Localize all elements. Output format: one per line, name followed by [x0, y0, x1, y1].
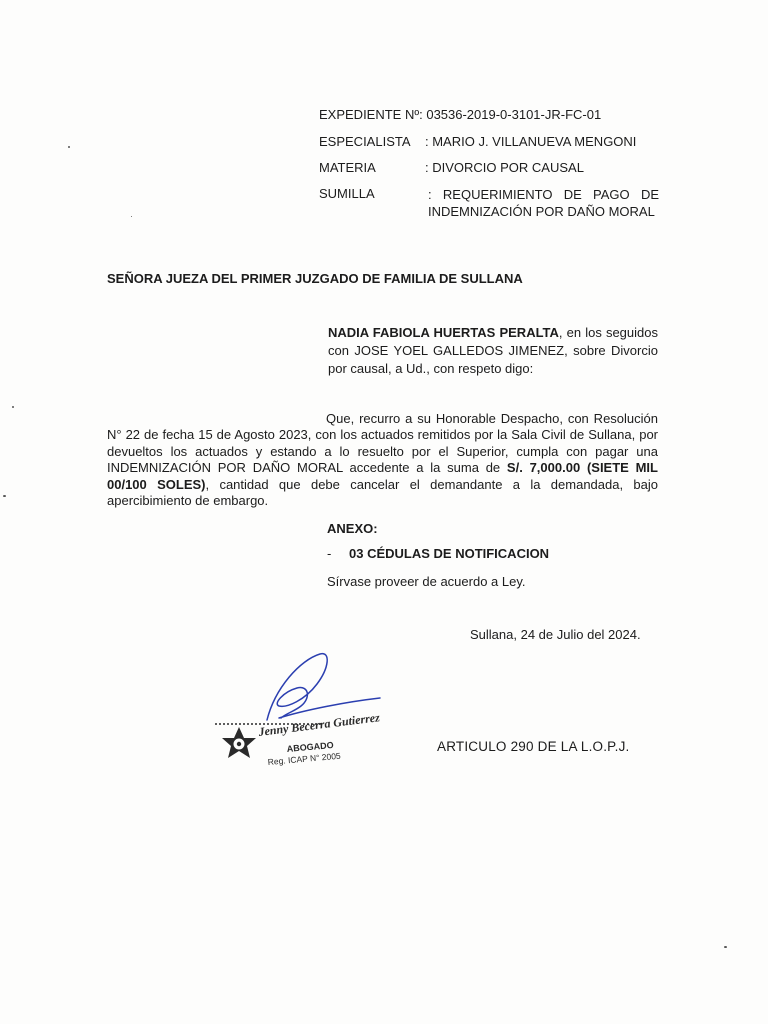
body-text-part2: , cantidad que debe cancelar el demandante a la demandada, bajo apercibimiento de embargo. [107, 476, 658, 509]
materia-value: : DIVORCIO POR CAUSAL [425, 160, 584, 175]
closing-line: Sírvase proveer de acuerdo a Ley. [327, 574, 526, 589]
expediente-label: EXPEDIENTE Nº [319, 107, 420, 122]
anexo-title: ANEXO: [327, 521, 378, 536]
body-paragraph [107, 411, 658, 509]
especialista-label: ESPECIALISTA [319, 134, 411, 149]
amount-text: S/. 7,000.00 (SIETE MIL 00/100 SOLES) [107, 460, 658, 492]
sumilla-value: : REQUERIMIENTO DE PAGO DE INDEMNIZACIÓN POR DAÑO MORAL [428, 187, 659, 219]
stamp-title: ABOGADO [286, 739, 334, 754]
intro-text: , en los seguidos con JOSE YOEL GALLEDOS JIMENEZ, sobre Divorcio por causal, a Ud., con respeto digo: [328, 325, 658, 376]
scan-speck [724, 946, 727, 948]
handwritten-signature [267, 654, 380, 720]
body-text-part1: Que, recurro a su Honorable Despacho, con Resolución N° 22 de fecha 15 de Agosto 2023, con los actuados remitidos por la Sala Civil de Sullana, por devueltos los actuados y estando a lo resuelto por el Superior, cumpla con pagar una INDEMNIZACIÓN POR DAÑO MORAL accedente a la suma de [107, 411, 658, 476]
star-seal-icon [222, 727, 256, 758]
materia-label: MATERIA [319, 160, 376, 175]
scan-speck [131, 216, 132, 217]
date-line: Sullana, 24 de Julio del 2024. [470, 627, 641, 642]
petitioner-name: NADIA FABIOLA HUERTAS PERALTA [328, 325, 559, 340]
stamp-registration: Reg. ICAP N° 2005 [267, 750, 342, 767]
scan-speck [68, 146, 70, 148]
anexo-bullet: - [327, 546, 332, 561]
anexo-item: 03 CÉDULAS DE NOTIFICACION [349, 546, 550, 561]
intro-paragraph [328, 324, 658, 378]
stamp-name: Jenny Becerra Gutierrez [257, 710, 381, 739]
scan-speck [12, 406, 14, 408]
expediente-value: : 03536-2019-0-3101-JR-FC-01 [419, 107, 602, 122]
expediente-line [319, 107, 601, 123]
scan-speck [3, 495, 6, 497]
article-reference: ARTICULO 290 DE LA L.O.P.J. [437, 739, 630, 754]
sumilla-label: SUMILLA [319, 186, 375, 201]
especialista-value: : MARIO J. VILLANUEVA MENGONI [425, 134, 637, 149]
addressee-heading: SEÑORA JUEZA DEL PRIMER JUZGADO DE FAMILIA DE SULLANA [107, 271, 523, 286]
lawyer-signature-stamp [205, 648, 395, 773]
